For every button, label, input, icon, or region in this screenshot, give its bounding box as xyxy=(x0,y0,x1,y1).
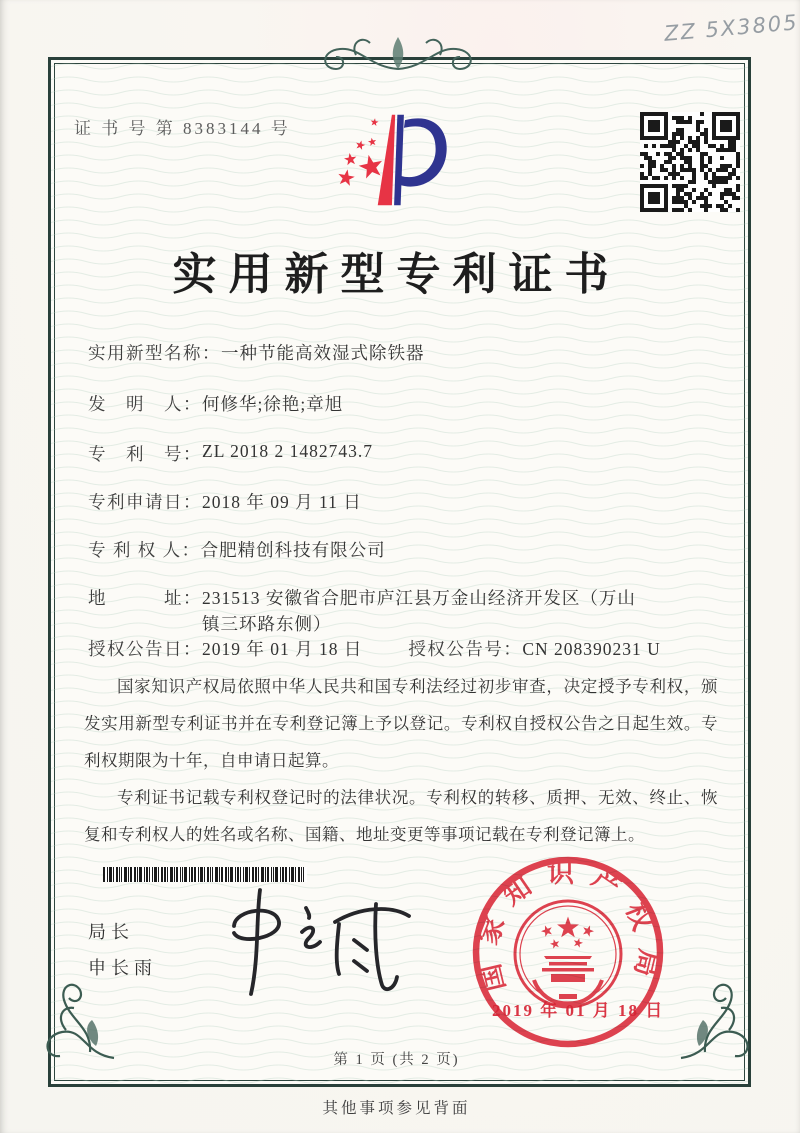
commissioner-signature xyxy=(218,878,428,1006)
field-value: 2018 年 09 月 11 日 xyxy=(202,492,362,512)
field-value: ZL 2018 2 1482743.7 xyxy=(202,441,373,461)
field-row-filing-date xyxy=(88,489,362,514)
logo-stars xyxy=(337,118,385,187)
qr-code xyxy=(640,112,740,212)
handwritten-code: ZZ 5X3805 xyxy=(663,10,800,46)
seal-text: 国家知识产权局 xyxy=(471,857,665,995)
field-row-name xyxy=(88,340,425,365)
field-label: 专 利 权 人： xyxy=(88,540,201,560)
field-label: 发 明 人： xyxy=(88,394,202,414)
grant-number-value: CN 208390231 U xyxy=(522,639,661,659)
grant-date-value: 2019 年 01 月 18 日 xyxy=(202,639,363,659)
field-value: 合肥精创科技有限公司 xyxy=(200,540,386,560)
field-row-patentee xyxy=(88,537,386,562)
field-value: 一种节能高效湿式除铁器 xyxy=(221,343,425,363)
field-row-address xyxy=(88,585,654,637)
field-label: 专 利 号： xyxy=(88,444,202,464)
field-row-patent-number xyxy=(88,441,373,466)
field-label: 实用新型名称： xyxy=(88,343,221,363)
field-row-grant xyxy=(88,636,661,661)
back-side-note: 其他事项参见背面 xyxy=(322,1100,471,1117)
commissioner-name: 申长雨 xyxy=(88,958,157,978)
certificate-title: 实用新型专利证书 xyxy=(172,250,621,299)
seal-date: 2019 年 01 月 18 日 xyxy=(492,1001,665,1020)
grant-number-label: 授权公告号： xyxy=(408,639,523,659)
certificate-number: 证 书 号 第 8383144 号 xyxy=(74,119,291,138)
page-number: 第 1 页 (共 2 页) xyxy=(333,1052,460,1068)
legal-text-block xyxy=(84,668,718,853)
cnipa-logo xyxy=(333,110,453,222)
legal-paragraph-register: 专利证书记载专利权登记时的法律状况。专利权的转移、质押、无效、终止、恢复和专利权人的姓名或名称、国籍、地址变更等事项记载在专利登记簿上。 xyxy=(84,788,718,844)
field-label: 地 址： xyxy=(88,588,202,608)
commissioner-title: 局长 xyxy=(88,922,134,942)
field-row-inventors xyxy=(88,391,343,416)
national-emblem xyxy=(515,901,621,1007)
grant-date-label: 授权公告日： xyxy=(88,639,202,659)
top-flourish-ornament xyxy=(298,27,498,75)
legal-paragraph-grant: 国家知识产权局依照中华人民共和国专利法经过初步审查，决定授予专利权，颁发实用新型专利证书并在专利登记簿上予以登记。专利权自授权公告之日起生效。专利权期限为十年，自申请日起算。 xyxy=(84,677,718,770)
field-value: 231513 安徽省合肥市庐江县万金山经济开发区（万山镇三环路东侧） xyxy=(202,588,636,634)
field-label: 专利申请日： xyxy=(88,492,202,512)
field-value: 何修华;徐艳;章旭 xyxy=(202,394,344,414)
official-seal xyxy=(468,852,668,1052)
